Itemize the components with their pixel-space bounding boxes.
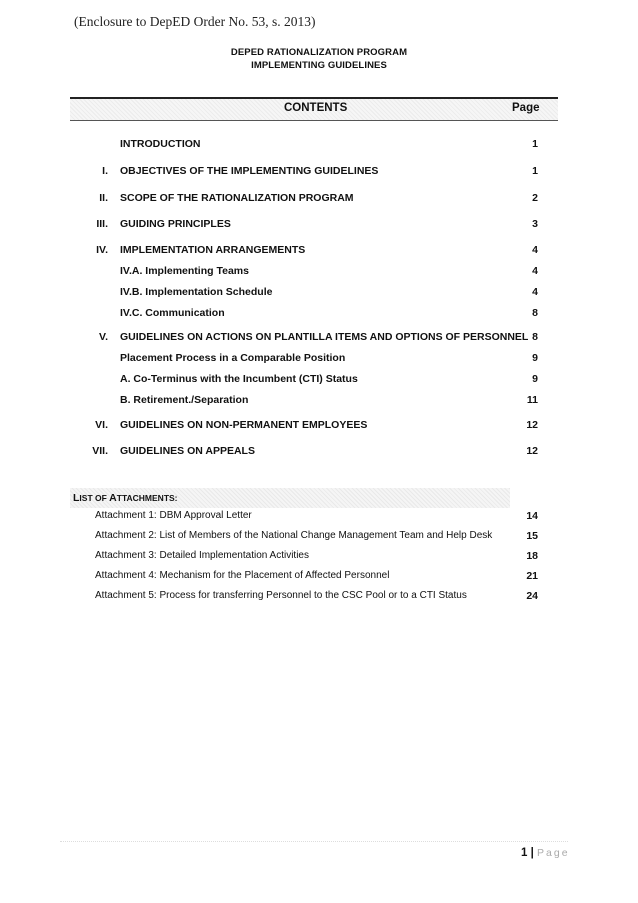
toc-entry-number: VII. [92, 445, 108, 457]
attachment-label: Attachment 3: Detailed Implementation Activities [95, 550, 309, 561]
toc-entry-page: 2 [532, 192, 538, 204]
attachment-label: Attachment 1: DBM Approval Letter [95, 510, 252, 521]
toc-entry-label: GUIDING PRINCIPLES [120, 218, 231, 230]
footer-separator: | [527, 847, 538, 859]
toc-entry-label: SCOPE OF THE RATIONALIZATION PROGRAM [120, 192, 354, 204]
toc-entry-page: 12 [526, 419, 538, 431]
attachment-page: 21 [526, 570, 538, 582]
attachment-page: 18 [526, 550, 538, 562]
toc-entry-number: V. [99, 331, 108, 343]
toc-entry-page: 8 [532, 307, 538, 319]
toc-entry-label: IMPLEMENTATION ARRANGEMENTS [120, 244, 306, 256]
toc-entry-label: Placement Process in a Comparable Position [120, 352, 346, 364]
toc-entry-label: IV.C. Communication [120, 307, 225, 319]
document-header-subtitle: IMPLEMENTING GUIDELINES [251, 60, 387, 71]
footer-divider [60, 841, 568, 842]
toc-entry-page: 3 [532, 218, 538, 230]
toc-entry-page: 8 [532, 331, 538, 343]
footer-page-number: 1 [521, 847, 528, 859]
attachment-label: Attachment 2: List of Members of the National Change Management Team and Help Desk [95, 530, 493, 541]
toc-entry-label: IV.A. Implementing Teams [120, 265, 249, 277]
attachments-title-part: TTACHMENTS: [116, 493, 178, 503]
toc-entry-label: INTRODUCTION [120, 138, 201, 150]
toc-entry-label: OBJECTIVES OF THE IMPLEMENTING GUIDELINES [120, 165, 379, 177]
toc-entry-label: GUIDELINES ON NON-PERMANENT EMPLOYEES [120, 419, 368, 431]
attachment-label: Attachment 4: Mechanism for the Placement of Affected Personnel [95, 570, 390, 581]
footer-page-word: Page [537, 847, 570, 859]
toc-entry-page: 12 [526, 445, 538, 457]
attachments-title-initial: A [109, 492, 117, 504]
page-column-header: Page [512, 102, 540, 114]
attachments-title-part: IST OF [79, 493, 110, 503]
attachments-title [73, 492, 178, 504]
attachment-page: 15 [526, 530, 538, 542]
toc-entry-page: 4 [532, 265, 538, 277]
toc-entry-page: 4 [532, 286, 538, 298]
toc-entry-page: 1 [532, 138, 538, 150]
toc-entry-label: A. Co-Terminus with the Incumbent (CTI) Status [120, 373, 358, 385]
toc-entry-page: 9 [532, 352, 538, 364]
toc-entry-page: 1 [532, 165, 538, 177]
contents-title: CONTENTS [284, 102, 348, 114]
toc-entry-number: III. [96, 218, 108, 230]
toc-entry-page: 4 [532, 244, 538, 256]
toc-entry-number: VI. [95, 419, 108, 431]
toc-entry-number: I. [102, 165, 108, 177]
toc-entry-page: 11 [526, 394, 538, 406]
toc-entry-page: 9 [532, 373, 538, 385]
attachment-page: 14 [526, 510, 538, 522]
toc-entry-label: GUIDELINES ON ACTIONS ON PLANTILLA ITEMS AND OPTIONS OF PERSONNEL [120, 331, 529, 343]
toc-entry-label: IV.B. Implementation Schedule [120, 286, 273, 298]
attachment-page: 24 [526, 590, 538, 602]
toc-entry-number: IV. [96, 244, 108, 256]
page-footer [521, 847, 570, 859]
toc-entry-label: B. Retirement./Separation [120, 394, 249, 406]
enclosure-note: (Enclosure to DepED Order No. 53, s. 2013) [74, 14, 316, 29]
toc-entry-label: GUIDELINES ON APPEALS [120, 445, 255, 457]
attachments-title-initial: L [73, 492, 80, 504]
toc-entry-number: II. [99, 192, 108, 204]
attachment-label: Attachment 5: Process for transferring Personnel to the CSC Pool or to a CTI Status [95, 590, 467, 601]
document-header-title: DEPED RATIONALIZATION PROGRAM [230, 47, 408, 58]
